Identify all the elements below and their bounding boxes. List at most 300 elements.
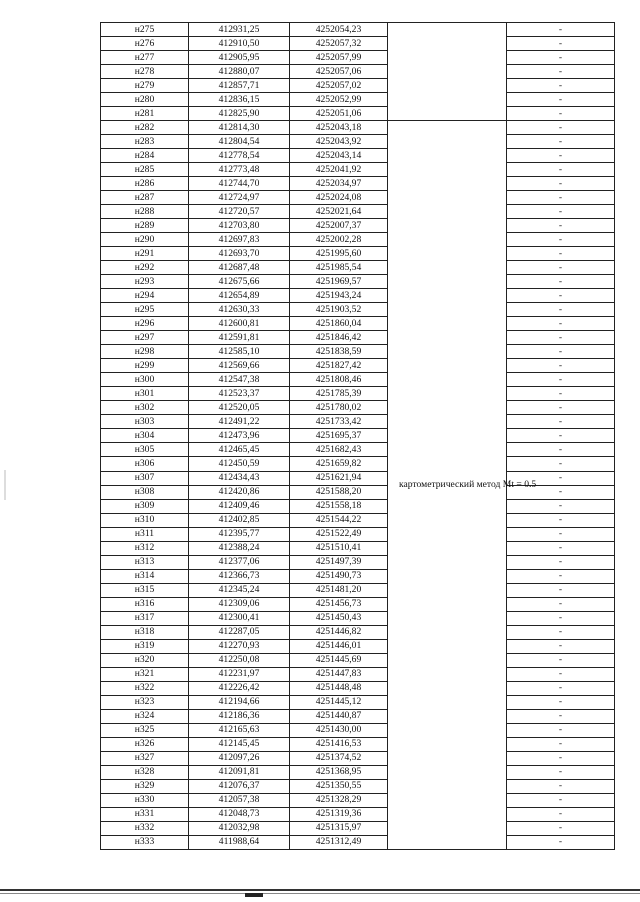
precision-cell: -: [507, 471, 615, 485]
x-coordinate-cell: 412744,70: [189, 177, 290, 191]
x-coordinate-cell: 412465,45: [189, 443, 290, 457]
x-coordinate-cell: 412402,85: [189, 513, 290, 527]
point-name-cell: н292: [101, 261, 189, 275]
y-coordinate-cell: 4251450,43: [290, 611, 388, 625]
point-name-cell: н321: [101, 667, 189, 681]
x-coordinate-cell: 412226,42: [189, 681, 290, 695]
table-row: [101, 51, 615, 65]
x-coordinate-cell: 412836,15: [189, 93, 290, 107]
x-coordinate-cell: 412309,06: [189, 597, 290, 611]
point-name-cell: н275: [101, 23, 189, 37]
scan-edge-mark: [4, 470, 6, 500]
precision-cell: -: [507, 443, 615, 457]
point-name-cell: н276: [101, 37, 189, 51]
table-row: [101, 233, 615, 247]
precision-cell: -: [507, 527, 615, 541]
method-cell-upper: [388, 23, 507, 121]
precision-cell: -: [507, 163, 615, 177]
point-name-cell: н282: [101, 121, 189, 135]
page-bottom-tick: [245, 893, 263, 897]
precision-cell: -: [507, 191, 615, 205]
y-coordinate-cell: 4252057,06: [290, 65, 388, 79]
point-name-cell: н284: [101, 149, 189, 163]
y-coordinate-cell: 4251445,12: [290, 695, 388, 709]
table-row: [101, 163, 615, 177]
y-coordinate-cell: 4252052,99: [290, 93, 388, 107]
y-coordinate-cell: 4252054,23: [290, 23, 388, 37]
x-coordinate-cell: 412491,22: [189, 415, 290, 429]
table-row: [101, 681, 615, 695]
table-row: [101, 765, 615, 779]
table-row: [101, 373, 615, 387]
precision-cell: -: [507, 499, 615, 513]
point-name-cell: н314: [101, 569, 189, 583]
precision-cell: -: [507, 387, 615, 401]
point-name-cell: н311: [101, 527, 189, 541]
table-row: [101, 597, 615, 611]
y-coordinate-cell: 4251481,20: [290, 583, 388, 597]
point-name-cell: н293: [101, 275, 189, 289]
y-coordinate-cell: 4251860,04: [290, 317, 388, 331]
y-coordinate-cell: 4251430,00: [290, 723, 388, 737]
y-coordinate-cell: 4251447,83: [290, 667, 388, 681]
point-name-cell: н319: [101, 639, 189, 653]
y-coordinate-cell: 4251995,60: [290, 247, 388, 261]
point-name-cell: н291: [101, 247, 189, 261]
precision-cell: -: [507, 275, 615, 289]
table-row: [101, 779, 615, 793]
precision-cell: -: [507, 65, 615, 79]
point-name-cell: н281: [101, 107, 189, 121]
y-coordinate-cell: 4252043,92: [290, 135, 388, 149]
y-coordinate-cell: 4252041,92: [290, 163, 388, 177]
point-name-cell: н301: [101, 387, 189, 401]
y-coordinate-cell: 4251969,57: [290, 275, 388, 289]
x-coordinate-cell: 412720,57: [189, 205, 290, 219]
x-coordinate-cell: 412165,63: [189, 723, 290, 737]
table-row: [101, 429, 615, 443]
table-row: [101, 583, 615, 597]
table-row: [101, 415, 615, 429]
precision-cell: -: [507, 107, 615, 121]
y-coordinate-cell: 4251448,48: [290, 681, 388, 695]
precision-cell: -: [507, 233, 615, 247]
table-row: [101, 401, 615, 415]
y-coordinate-cell: 4251350,55: [290, 779, 388, 793]
x-coordinate-cell: 412097,26: [189, 751, 290, 765]
y-coordinate-cell: 4251558,18: [290, 499, 388, 513]
point-name-cell: н326: [101, 737, 189, 751]
y-coordinate-cell: 4251315,97: [290, 821, 388, 835]
precision-cell: -: [507, 555, 615, 569]
y-coordinate-cell: 4251808,46: [290, 373, 388, 387]
y-coordinate-cell: 4251490,73: [290, 569, 388, 583]
table-row: [101, 527, 615, 541]
point-name-cell: н295: [101, 303, 189, 317]
precision-cell: -: [507, 121, 615, 135]
precision-cell: -: [507, 401, 615, 415]
point-name-cell: н308: [101, 485, 189, 499]
x-coordinate-cell: 412675,66: [189, 275, 290, 289]
y-coordinate-cell: 4252002,28: [290, 233, 388, 247]
table-row: [101, 611, 615, 625]
x-coordinate-cell: 412048,73: [189, 807, 290, 821]
point-name-cell: н283: [101, 135, 189, 149]
point-name-cell: н325: [101, 723, 189, 737]
x-coordinate-cell: 412366,73: [189, 569, 290, 583]
point-name-cell: н324: [101, 709, 189, 723]
point-name-cell: н332: [101, 821, 189, 835]
y-coordinate-cell: 4252043,18: [290, 121, 388, 135]
precision-cell: -: [507, 219, 615, 233]
point-name-cell: н323: [101, 695, 189, 709]
point-name-cell: н328: [101, 765, 189, 779]
x-coordinate-cell: 412880,07: [189, 65, 290, 79]
point-name-cell: н302: [101, 401, 189, 415]
point-name-cell: н322: [101, 681, 189, 695]
precision-cell: -: [507, 51, 615, 65]
table-row: [101, 289, 615, 303]
x-coordinate-cell: 412857,71: [189, 79, 290, 93]
point-name-cell: н298: [101, 345, 189, 359]
x-coordinate-cell: 412091,81: [189, 765, 290, 779]
precision-cell: -: [507, 737, 615, 751]
y-coordinate-cell: 4251985,54: [290, 261, 388, 275]
point-name-cell: н329: [101, 779, 189, 793]
point-name-cell: н300: [101, 373, 189, 387]
x-coordinate-cell: 412057,38: [189, 793, 290, 807]
point-name-cell: н296: [101, 317, 189, 331]
x-coordinate-cell: 412287,05: [189, 625, 290, 639]
table-row: [101, 737, 615, 751]
point-name-cell: н317: [101, 611, 189, 625]
precision-cell: -: [507, 359, 615, 373]
precision-cell: -: [507, 611, 615, 625]
table-row: [101, 275, 615, 289]
x-coordinate-cell: 412600,81: [189, 317, 290, 331]
table-row: [101, 107, 615, 121]
point-name-cell: н312: [101, 541, 189, 555]
precision-cell: -: [507, 625, 615, 639]
x-coordinate-cell: 412420,86: [189, 485, 290, 499]
x-coordinate-cell: 412630,33: [189, 303, 290, 317]
precision-cell: -: [507, 583, 615, 597]
point-name-cell: н285: [101, 163, 189, 177]
x-coordinate-cell: 412697,83: [189, 233, 290, 247]
precision-cell: -: [507, 345, 615, 359]
x-coordinate-cell: 412032,98: [189, 821, 290, 835]
y-coordinate-cell: 4252057,99: [290, 51, 388, 65]
x-coordinate-cell: 412186,36: [189, 709, 290, 723]
x-coordinate-cell: 412076,37: [189, 779, 290, 793]
y-coordinate-cell: 4252034,97: [290, 177, 388, 191]
precision-cell: -: [507, 289, 615, 303]
x-coordinate-cell: 412591,81: [189, 331, 290, 345]
y-coordinate-cell: 4251312,49: [290, 835, 388, 849]
precision-cell: -: [507, 317, 615, 331]
y-coordinate-cell: 4251446,01: [290, 639, 388, 653]
table-row: [101, 93, 615, 107]
x-coordinate-cell: 412520,05: [189, 401, 290, 415]
table-row: [101, 37, 615, 51]
coordinates-table: [100, 22, 615, 850]
table-row: [101, 653, 615, 667]
point-name-cell: н310: [101, 513, 189, 527]
point-name-cell: н299: [101, 359, 189, 373]
point-name-cell: н331: [101, 807, 189, 821]
point-name-cell: н290: [101, 233, 189, 247]
table-row: [101, 23, 615, 37]
precision-cell: -: [507, 765, 615, 779]
precision-cell: -: [507, 639, 615, 653]
x-coordinate-cell: 412804,54: [189, 135, 290, 149]
point-name-cell: н279: [101, 79, 189, 93]
x-coordinate-cell: 412654,89: [189, 289, 290, 303]
precision-cell: -: [507, 485, 615, 499]
point-name-cell: н327: [101, 751, 189, 765]
table-row: [101, 723, 615, 737]
x-coordinate-cell: 412250,08: [189, 653, 290, 667]
table-row: [101, 639, 615, 653]
y-coordinate-cell: 4251456,73: [290, 597, 388, 611]
point-name-cell: н303: [101, 415, 189, 429]
precision-cell: -: [507, 653, 615, 667]
precision-cell: -: [507, 821, 615, 835]
table-row: [101, 555, 615, 569]
table-row: [101, 471, 615, 485]
x-coordinate-cell: 412231,97: [189, 667, 290, 681]
point-name-cell: н309: [101, 499, 189, 513]
precision-cell: -: [507, 695, 615, 709]
precision-cell: -: [507, 429, 615, 443]
y-coordinate-cell: 4252024,08: [290, 191, 388, 205]
precision-cell: -: [507, 373, 615, 387]
x-coordinate-cell: 412724,97: [189, 191, 290, 205]
precision-cell: -: [507, 793, 615, 807]
point-name-cell: н280: [101, 93, 189, 107]
point-name-cell: н278: [101, 65, 189, 79]
x-coordinate-cell: 412194,66: [189, 695, 290, 709]
x-coordinate-cell: 412905,95: [189, 51, 290, 65]
y-coordinate-cell: 4252057,02: [290, 79, 388, 93]
x-coordinate-cell: 412450,59: [189, 457, 290, 471]
precision-cell: -: [507, 709, 615, 723]
point-name-cell: н318: [101, 625, 189, 639]
x-coordinate-cell: 412585,10: [189, 345, 290, 359]
precision-cell: -: [507, 513, 615, 527]
precision-cell: -: [507, 667, 615, 681]
precision-cell: -: [507, 597, 615, 611]
precision-cell: -: [507, 415, 615, 429]
precision-cell: -: [507, 23, 615, 37]
table-row: [101, 793, 615, 807]
table-row: [101, 541, 615, 555]
table-row: [101, 149, 615, 163]
x-coordinate-cell: 412773,48: [189, 163, 290, 177]
precision-cell: -: [507, 205, 615, 219]
page-bottom-rule-secondary: [0, 893, 640, 894]
precision-cell: -: [507, 93, 615, 107]
x-coordinate-cell: 412547,38: [189, 373, 290, 387]
precision-cell: -: [507, 261, 615, 275]
point-name-cell: н330: [101, 793, 189, 807]
x-coordinate-cell: 412523,37: [189, 387, 290, 401]
method-label: картометрический метод Mt = 0.5: [399, 479, 537, 491]
precision-cell: -: [507, 541, 615, 555]
precision-cell: -: [507, 331, 615, 345]
precision-cell: -: [507, 807, 615, 821]
x-coordinate-cell: 412388,24: [189, 541, 290, 555]
x-coordinate-cell: 412910,50: [189, 37, 290, 51]
table-row: [101, 667, 615, 681]
y-coordinate-cell: 4251943,24: [290, 289, 388, 303]
precision-cell: -: [507, 135, 615, 149]
x-coordinate-cell: 412395,77: [189, 527, 290, 541]
table-row: [101, 219, 615, 233]
precision-cell: -: [507, 149, 615, 163]
y-coordinate-cell: 4251416,53: [290, 737, 388, 751]
x-coordinate-cell: 412434,43: [189, 471, 290, 485]
x-coordinate-cell: 412569,66: [189, 359, 290, 373]
x-coordinate-cell: 412270,93: [189, 639, 290, 653]
table-row: [101, 387, 615, 401]
coordinates-table-body: [101, 23, 615, 850]
precision-cell: -: [507, 177, 615, 191]
table-row: [101, 247, 615, 261]
x-coordinate-cell: 412300,41: [189, 611, 290, 625]
table-row: [101, 625, 615, 639]
y-coordinate-cell: 4251497,39: [290, 555, 388, 569]
table-row: [101, 177, 615, 191]
x-coordinate-cell: 412703,80: [189, 219, 290, 233]
y-coordinate-cell: 4251838,59: [290, 345, 388, 359]
y-coordinate-cell: 4252057,32: [290, 37, 388, 51]
y-coordinate-cell: 4251368,95: [290, 765, 388, 779]
table-row: [101, 135, 615, 149]
x-coordinate-cell: 411988,64: [189, 835, 290, 849]
table-row: [101, 807, 615, 821]
table-row: [101, 345, 615, 359]
table-row: [101, 821, 615, 835]
table-row: [101, 261, 615, 275]
table-row: [101, 513, 615, 527]
precision-cell: -: [507, 681, 615, 695]
y-coordinate-cell: 4251780,02: [290, 401, 388, 415]
table-row: [101, 191, 615, 205]
precision-cell: -: [507, 37, 615, 51]
y-coordinate-cell: 4251733,42: [290, 415, 388, 429]
y-coordinate-cell: 4252043,14: [290, 149, 388, 163]
precision-cell: -: [507, 779, 615, 793]
point-name-cell: н287: [101, 191, 189, 205]
table-row: [101, 79, 615, 93]
point-name-cell: н288: [101, 205, 189, 219]
point-name-cell: н294: [101, 289, 189, 303]
point-name-cell: н306: [101, 457, 189, 471]
x-coordinate-cell: 412145,45: [189, 737, 290, 751]
table-row: [101, 317, 615, 331]
point-name-cell: н297: [101, 331, 189, 345]
point-name-cell: н315: [101, 583, 189, 597]
point-name-cell: н277: [101, 51, 189, 65]
y-coordinate-cell: 4252051,06: [290, 107, 388, 121]
precision-cell: -: [507, 79, 615, 93]
x-coordinate-cell: 412931,25: [189, 23, 290, 37]
y-coordinate-cell: 4251846,42: [290, 331, 388, 345]
y-coordinate-cell: 4251785,39: [290, 387, 388, 401]
x-coordinate-cell: 412825,90: [189, 107, 290, 121]
table-row: [101, 457, 615, 471]
point-name-cell: н333: [101, 835, 189, 849]
y-coordinate-cell: 4252021,64: [290, 205, 388, 219]
table-row: [101, 569, 615, 583]
table-row: [101, 485, 615, 499]
precision-cell: -: [507, 247, 615, 261]
y-coordinate-cell: 4251903,52: [290, 303, 388, 317]
point-name-cell: н304: [101, 429, 189, 443]
point-name-cell: н307: [101, 471, 189, 485]
point-name-cell: н320: [101, 653, 189, 667]
y-coordinate-cell: 4251319,36: [290, 807, 388, 821]
x-coordinate-cell: 412693,70: [189, 247, 290, 261]
table-row: [101, 835, 615, 849]
y-coordinate-cell: 4251374,52: [290, 751, 388, 765]
precision-cell: -: [507, 303, 615, 317]
table-row: [101, 751, 615, 765]
x-coordinate-cell: 412345,24: [189, 583, 290, 597]
x-coordinate-cell: 412687,48: [189, 261, 290, 275]
table-row: [101, 499, 615, 513]
precision-cell: -: [507, 751, 615, 765]
y-coordinate-cell: 4251510,41: [290, 541, 388, 555]
y-coordinate-cell: 4252007,37: [290, 219, 388, 233]
x-coordinate-cell: 412814,30: [189, 121, 290, 135]
x-coordinate-cell: 412778,54: [189, 149, 290, 163]
table-row: [101, 331, 615, 345]
table-row: [101, 695, 615, 709]
y-coordinate-cell: 4251440,87: [290, 709, 388, 723]
point-name-cell: н305: [101, 443, 189, 457]
y-coordinate-cell: 4251827,42: [290, 359, 388, 373]
table-row: [101, 443, 615, 457]
point-name-cell: н313: [101, 555, 189, 569]
precision-cell: -: [507, 569, 615, 583]
point-name-cell: н289: [101, 219, 189, 233]
point-name-cell: н316: [101, 597, 189, 611]
precision-cell: -: [507, 457, 615, 471]
table-row: [101, 709, 615, 723]
table-row: [101, 303, 615, 317]
table-row: [101, 205, 615, 219]
x-coordinate-cell: 412473,96: [189, 429, 290, 443]
y-coordinate-cell: 4251659,82: [290, 457, 388, 471]
y-coordinate-cell: 4251588,20: [290, 485, 388, 499]
table-row: [101, 65, 615, 79]
y-coordinate-cell: 4251695,37: [290, 429, 388, 443]
y-coordinate-cell: 4251445,69: [290, 653, 388, 667]
method-cell: [388, 121, 537, 850]
precision-cell: -: [507, 835, 615, 849]
y-coordinate-cell: 4251446,82: [290, 625, 388, 639]
y-coordinate-cell: 4251328,29: [290, 793, 388, 807]
x-coordinate-cell: 412409,46: [189, 499, 290, 513]
precision-cell: -: [507, 723, 615, 737]
page-bottom-rule: [0, 889, 640, 891]
y-coordinate-cell: 4251621,94: [290, 471, 388, 485]
y-coordinate-cell: 4251682,43: [290, 443, 388, 457]
table-row: [101, 359, 615, 373]
table-row: [101, 121, 615, 135]
